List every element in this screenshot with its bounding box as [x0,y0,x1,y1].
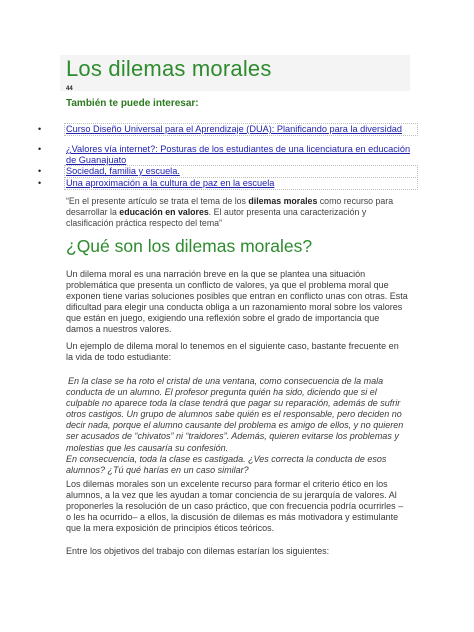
related-heading: También te puede interesar: [66,98,199,109]
paragraph-example-intro: Un ejemplo de dilema moral lo tenemos en el siguiente caso, bastante frecuente en la vida de todo estudiante: [66,341,399,363]
link-focus-box [64,177,418,190]
bullet-icon: • [38,144,42,154]
paragraph-objectives: Entre los objetivos del trabajo con dilemas estarían los siguientes: [66,546,330,556]
bullet-icon: • [38,178,42,188]
intro-text: como recurso para desarrollar la [66,196,394,217]
link-focus-box [64,123,418,136]
intro-bold: educación en valores [119,207,209,217]
related-link-item[interactable] [38,166,416,177]
related-link-item[interactable] [38,124,416,135]
case-paragraph: En la clase se ha roto el cristal de una ventana, como consecuencia de la mala conducta de un alumno. El profesor pregunta quién ha sido, diciendo que si el culpable no aparece toda la clase tendrá que pagar su reparación, además de sufrir otros castigos. Un grupo de alumnos sabe quién es el responsable, pero deciden no decir nada, porque el alumno causante del problema es amigo de ellos, y no quieren ser acusados de “chivatos” ni “traidores”. Además, quieren evitarse los problemas y molestias que les causaría su confesión. [66,376,404,453]
related-link[interactable]: Una aproximación a la cultura de paz en la escuela [66,178,275,188]
paragraph-definition: Un dilema moral es una narración breve en la que se plantea una situación problemática que presenta un conflicto de valores, ya que el problema moral que exponen tiene varias soluciones posibles que entran en conflicto unas con otras. Esta dificultad para elegir una conducta obliga a un razonamiento moral sobre los valores que están en juego, exigiendo una reflexión sobre el grado de importancia que damos a nuestros valores. [66,269,408,335]
related-link[interactable]: Curso Diseño Universal para el Aprendizaje (DUA): Planificando para la diversidad [66,124,403,134]
page-title: Los dilemas morales [66,56,272,81]
intro-text: “En el presente artículo se trata el tema de los [66,196,249,206]
bullet-icon: • [38,166,42,176]
intro-bold: dilemas morales [248,196,318,206]
case-question: En consecuencia, toda la clase es castigada. ¿Ves correcta la conducta de esos alumnos? ¿Tú qué harías en un caso similar? [66,453,387,475]
view-count: 44 [66,86,73,92]
related-link-item[interactable] [38,144,416,166]
bullet-icon: • [38,124,42,134]
related-link[interactable]: Sociedad, familia y escuela. [66,166,180,176]
related-link-item[interactable] [38,178,416,189]
section-heading: ¿Qué son los dilemas morales? [66,236,313,256]
case-example [66,376,408,476]
intro-quote [66,196,406,229]
related-link[interactable]: ¿Valores vía internet?: Posturas de los estudiantes de una licenciatura en educación de Guanajuato [66,144,411,165]
intro-text: . El autor presenta una caracterización y clasificación práctica respecto del tema” [66,207,367,228]
paragraph-benefits: Los dilemas morales son un excelente recurso para formar el criterio ético en los alumnos, a la vez que les ayudan a tomar conciencia de su jerarquía de valores. Al proponerles la resolución de un caso práctico, que con frecuencia podría ocurrirles –o les ha ocurrido– a ellos, la discusión de dilemas es más motivadora y estimulante que la mera exposición de principios éticos teóricos. [66,479,404,534]
